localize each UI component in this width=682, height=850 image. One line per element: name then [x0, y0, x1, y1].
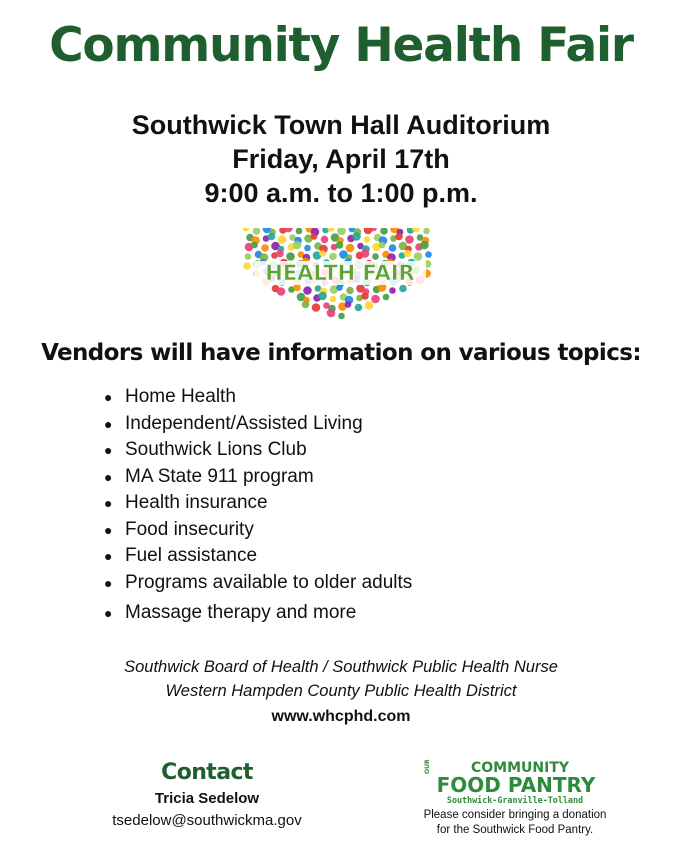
pantry-line-2: FOOD PANTRY [436, 773, 596, 797]
heart-dot [277, 287, 286, 296]
organizer-info [0, 655, 682, 731]
heart-dot [319, 250, 326, 257]
heart-dot [296, 228, 303, 234]
list-item [100, 570, 412, 597]
heart-dot [383, 294, 390, 301]
heart-dot [312, 303, 321, 312]
bullet-icon: ● [104, 415, 113, 432]
heart-dot [352, 232, 361, 241]
heart-dot [330, 296, 337, 303]
contact-block [92, 758, 322, 832]
heart-dot [346, 287, 354, 295]
heart-dot [404, 250, 412, 258]
contact-name: Tricia Sedelow [154, 790, 260, 807]
organizer-line-2: Western Hampden County Public Health District [165, 682, 517, 700]
health-fair-logo [240, 228, 440, 328]
heart-dot [329, 253, 337, 261]
heart-dot [361, 249, 370, 258]
heart-dot [327, 309, 336, 318]
list-item [100, 600, 412, 627]
bullet-icon: ● [104, 521, 113, 538]
food-pantry-logo [398, 758, 632, 808]
topic-label: Fuel assistance [125, 545, 258, 566]
heart-dot [389, 287, 396, 294]
event-location: Southwick Town Hall Auditorium [131, 110, 551, 140]
topic-label: Massage therapy and more [125, 602, 357, 623]
bullet-icon: ● [104, 389, 113, 405]
heart-dot [303, 286, 312, 295]
bullet-icon: ● [104, 495, 113, 511]
heart-dot [346, 244, 355, 253]
organizer-line-1: Southwick Board of Health / Southwick Public Health Nurse [124, 658, 558, 676]
heart-dot [251, 242, 258, 249]
bullet-icon: ● [104, 468, 113, 485]
heart-dot [423, 228, 430, 234]
heart-dot [243, 262, 251, 270]
pantry-line-1: COMMUNITY [470, 760, 570, 776]
food-pantry-block [398, 758, 632, 846]
website-link[interactable]: www.whcphd.com [271, 708, 411, 725]
pantry-note-line-2: for the Southwick Food Pantry. [436, 824, 594, 836]
heart-dot [337, 228, 346, 235]
heart-dot [336, 284, 343, 291]
topic-label: MA State 911 program [125, 465, 314, 487]
bullet-icon: ● [104, 442, 113, 458]
heart-dot [321, 236, 329, 244]
heart-dot [380, 228, 388, 235]
list-item [100, 411, 412, 438]
heart-dot [361, 292, 369, 300]
heart-dot [261, 244, 269, 252]
topic-label: Independent/Assisted Living [125, 412, 363, 434]
heart-dot [355, 304, 363, 312]
list-item [100, 384, 412, 411]
event-details [0, 108, 682, 210]
event-date: Friday, April 17th [232, 144, 450, 174]
list-item [100, 437, 412, 464]
pantry-note-line-1: Please consider bringing a donation [423, 809, 607, 821]
pantry-prefix: OUR [424, 759, 431, 774]
heart-dot [395, 233, 403, 241]
heart-dot [336, 241, 344, 249]
heart-dot [420, 241, 429, 250]
bullet-icon: ● [104, 574, 113, 591]
heart-dot [379, 242, 386, 249]
contact-email[interactable]: tsedelow@southwickma.gov [112, 812, 302, 829]
vendors-heading: Vendors will have information on various topics: [41, 340, 641, 366]
pantry-note [398, 808, 632, 838]
bullet-icon: ● [104, 605, 113, 621]
heart-dot [311, 233, 318, 240]
heart-dot [276, 250, 284, 258]
pantry-line-3: Southwick-Granville-Tolland [446, 795, 584, 805]
heart-dot [345, 301, 352, 308]
heart-dot [318, 292, 327, 301]
heart-dot [389, 244, 397, 252]
topic-label: Programs available to older adults [125, 571, 413, 593]
logo-text: HEALTH FAIR [265, 261, 415, 285]
heart-dot [286, 252, 295, 261]
contact-heading: Contact [161, 760, 253, 785]
heart-dot [293, 241, 302, 250]
heart-dot [371, 295, 380, 304]
topic-label: Health insurance [125, 492, 268, 513]
list-item [100, 490, 412, 517]
event-time: 9:00 a.m. to 1:00 p.m. [204, 178, 478, 208]
topic-label: Food insecurity [125, 518, 254, 540]
topic-label: Home Health [125, 386, 236, 407]
list-item [100, 517, 412, 544]
topics-list [100, 384, 412, 627]
heart-dot [399, 285, 407, 293]
heart-dot [245, 253, 252, 260]
heart-dot [372, 253, 379, 260]
list-item [100, 464, 412, 491]
heart-dot [268, 233, 276, 241]
heart-dot [364, 236, 371, 243]
page-title: Community Health Fair [49, 18, 633, 73]
topic-label: Southwick Lions Club [125, 439, 307, 460]
heart-dot [243, 228, 250, 231]
heart-dot [338, 313, 345, 320]
heart-dot [425, 251, 432, 258]
heart-dot [278, 235, 287, 244]
bullet-icon: ● [104, 548, 113, 564]
heart-dot [253, 228, 261, 235]
list-item [100, 543, 412, 570]
heart-dot [405, 235, 414, 244]
heart-dot [414, 252, 423, 261]
heart-dot [365, 301, 374, 310]
heart-dot [302, 301, 310, 309]
heart-dot [304, 245, 311, 252]
